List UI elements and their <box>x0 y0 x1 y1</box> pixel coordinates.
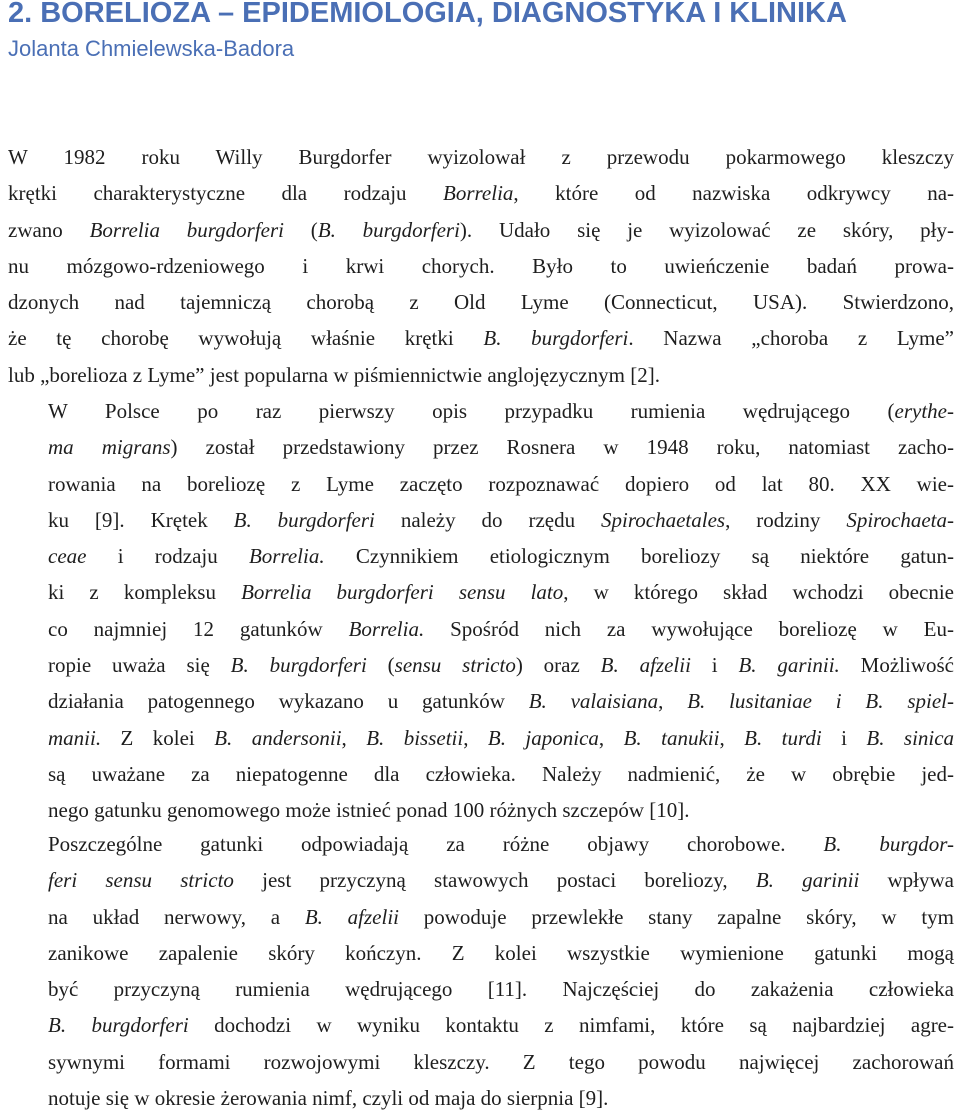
italic-term: B. valaisiana <box>528 689 659 714</box>
text-run: ( <box>366 653 395 678</box>
text-run: co najmniej 12 gatunków <box>48 616 349 641</box>
text-line <box>8 647 954 683</box>
text-line <box>8 971 954 1007</box>
text-run: ki z kompleksu <box>48 580 242 605</box>
text-run: . Nazwa „choroba z Lyme” <box>628 326 955 351</box>
text-line <box>8 792 954 828</box>
text-line <box>8 1007 954 1043</box>
text-run: , w którego skład wchodzi obecnie <box>563 580 954 605</box>
italic-term: ma migrans <box>48 435 171 460</box>
paragraph-2 <box>8 393 954 829</box>
text-line <box>8 429 954 465</box>
text-line <box>8 826 954 862</box>
text-run: W Polsce po raz pierwszy opis przypadku rumienia wędrującego ( <box>48 399 895 423</box>
italic-term: ceae <box>48 544 87 569</box>
italic-term: B. japonica <box>487 725 599 750</box>
text-run: , które od nazwiska odkrywcy na- <box>513 181 955 206</box>
text-line <box>8 574 954 610</box>
text-run: ku [9]. Krętek <box>48 507 234 532</box>
text-run: , <box>719 725 745 750</box>
text-line <box>8 284 954 320</box>
italic-term: manii. <box>48 725 102 750</box>
text-line <box>8 175 954 211</box>
text-line <box>8 862 954 898</box>
italic-term: Spirochaetales <box>601 507 726 532</box>
text-run: jest przyczyną stawowych postaci boreliozy, <box>233 868 756 893</box>
text-run: rowania na boreliozę z Lyme zaczęto rozpoznawać dopiero od lat 80. XX wie- <box>48 471 954 496</box>
text-line <box>8 899 954 935</box>
text-run: i <box>690 653 739 678</box>
text-line <box>8 212 954 248</box>
text-line <box>8 935 954 971</box>
italic-term: sensu stricto <box>394 653 516 678</box>
text-run: dochodzi w wyniku kontaktu z nimfami, które są najbardziej agre- <box>188 1013 954 1038</box>
text-run: Spośród nich za wywołujące boreliozę w Eu- <box>424 616 955 641</box>
chapter-title: 2. BORELIOZA – EPIDEMIOLOGIA, DIAGNOSTYKA I KLINIKA <box>8 0 847 29</box>
italic-term: B. burgdorferi <box>317 217 460 242</box>
text-run: , rodziny <box>725 507 847 532</box>
text-run: na układ nerwowy, a <box>48 904 305 929</box>
text-line <box>8 393 954 429</box>
text-line <box>8 1044 954 1080</box>
text-run: zanikowe zapalenie skóry kończyn. Z kolei wszystkie wymienione gatunki mogą <box>48 940 954 965</box>
italic-term: B. turdi <box>744 725 822 750</box>
text-run: wpływa <box>859 868 954 893</box>
italic-term: B. bissetii <box>366 725 464 750</box>
text-run: sywnymi formami rozwojowymi kleszczy. Z tego powodu najwięcej zachorowań <box>48 1049 954 1074</box>
italic-term: Borrelia. <box>348 616 425 641</box>
text-run: Z kolei <box>101 725 215 750</box>
text-run: że tę chorobę wywołują właśnie krętki <box>8 326 484 351</box>
text-line <box>8 502 954 538</box>
author-name: Jolanta Chmielewska-Badora <box>8 36 295 61</box>
italic-term: B. tanukii <box>623 725 720 750</box>
text-run: działania patogennego wykazano u gatunków <box>48 689 529 714</box>
italic-term: B. burgdorferi <box>48 1013 189 1038</box>
paragraph-3 <box>8 826 954 1116</box>
italic-term: B. burgdorferi <box>233 507 375 532</box>
text-run: , <box>463 725 488 750</box>
italic-term: B. burgdorferi <box>230 653 367 678</box>
text-line <box>8 139 954 175</box>
italic-term: B. afzelii <box>304 904 399 929</box>
text-run: ) został przedstawiony przez Rosnera w 1948 roku, natomiast zacho- <box>170 435 954 460</box>
italic-term: B. sinica <box>866 725 955 750</box>
text-run: zwano <box>8 217 90 242</box>
italic-term: Borrelia burgdorferi <box>89 217 285 242</box>
text-run: należy do rzędu <box>374 507 602 532</box>
text-run: ). Udało się je wyizolować ze skóry, pły- <box>459 217 955 242</box>
text-run: , <box>341 725 367 750</box>
text-run: ) oraz <box>515 653 601 678</box>
text-run: , <box>598 725 624 750</box>
italic-term: B. burgdor- <box>823 832 954 856</box>
text-run: , <box>658 689 688 714</box>
text-line <box>8 756 954 792</box>
text-run: notuje się w okresie żerowania nimf, czyli od maja do sierpnia [9]. <box>48 1086 609 1111</box>
italic-term: Borrelia. <box>248 544 325 569</box>
article-body-3 <box>8 826 954 1116</box>
text-run: i rodzaju <box>86 544 249 569</box>
italic-term: B. lusitaniae i B. spiel- <box>687 689 954 714</box>
text-run: ( <box>284 217 318 242</box>
italic-term: erythe- <box>894 399 954 423</box>
text-run: powoduje przewlekłe stany zapalne skóry, w tym <box>399 904 955 929</box>
text-run: W 1982 roku Willy Burgdorfer wyizolował z przewodu pokarmowego kleszczy <box>8 145 954 169</box>
italic-term: B. burgdorferi <box>483 326 629 351</box>
text-line <box>8 538 954 574</box>
text-line <box>8 720 954 756</box>
text-line <box>8 611 954 647</box>
italic-term: Spirochaeta- <box>846 507 955 532</box>
text-run: są uważane za niepatogenne dla człowieka. Należy nadmienić, że w obrębie jed- <box>48 761 954 786</box>
italic-term: B. afzelii <box>600 653 691 678</box>
text-run: ropie uważa się <box>48 653 231 678</box>
text-line <box>8 683 954 719</box>
text-run: Poszczególne gatunki odpowiadają za różne objawy chorobowe. <box>48 832 824 856</box>
article-body-2 <box>8 393 954 829</box>
italic-term: B. andersonii <box>214 725 342 750</box>
text-run: lub „borelioza z Lyme” jest popularna w piśmiennictwie anglojęzycznym [2]. <box>8 362 660 387</box>
text-run: być przyczyną rumienia wędrującego [11]. Najczęściej do zakażenia człowieka <box>48 977 954 1002</box>
text-run: krętki charakterystyczne dla rodzaju <box>8 181 444 206</box>
text-run: Czynnikiem etiologicznym boreliozy są niektóre gatun- <box>324 544 954 569</box>
italic-term: Borrelia <box>443 181 514 206</box>
italic-term: B. garinii. <box>738 653 840 678</box>
text-line <box>8 248 954 284</box>
text-run: dzonych nad tajemniczą chorobą z Old Lyme (Connecticut, USA). Stwierdzono, <box>8 290 954 315</box>
italic-term: B. garinii <box>755 868 860 893</box>
text-run: nu mózgowo-rdzeniowego i krwi chorych. Było to uwieńczenie badań prowa- <box>8 253 954 278</box>
italic-term: feri sensu stricto <box>48 868 234 893</box>
italic-term: Borrelia burgdorferi sensu lato <box>241 580 564 605</box>
paragraph-1 <box>8 139 954 393</box>
text-line <box>8 357 954 393</box>
article-body <box>8 139 954 393</box>
text-line <box>8 320 954 356</box>
text-line <box>8 466 954 502</box>
text-run: nego gatunku genomowego może istnieć ponad 100 różnych szczepów [10]. <box>48 798 690 823</box>
text-run: Możliwość <box>839 653 954 678</box>
text-run: i <box>821 725 867 750</box>
